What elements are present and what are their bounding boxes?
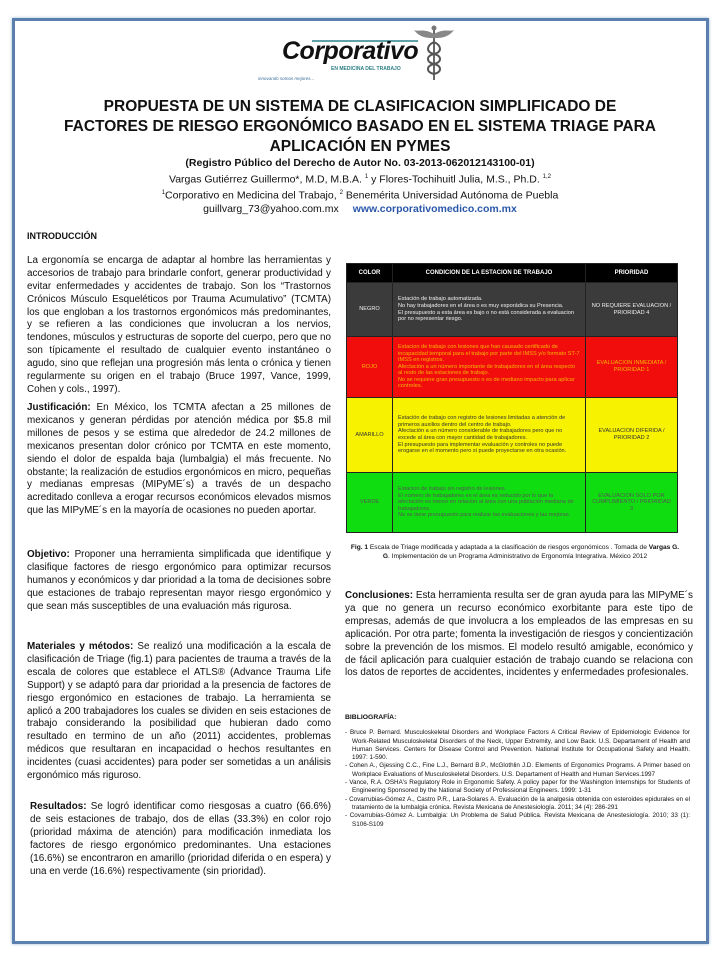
objetivo-section bbox=[27, 549, 331, 614]
list-item: - Cohen A., Gjessing C.C., Fine L.J., Bernard B.P., McGlothlin J.D. Elements of Ergonomics Programs. A Primer based on Workplace Evaluations of Musculoskeletal Disorders. U.S. Departament of Health and Human Services.1997 bbox=[345, 762, 690, 778]
poster-meta bbox=[30, 157, 690, 216]
list-item: - Vance, R.A. OSHA's Regulatory Role in Ergonomic Safety. A policy paper for the Washington Internships for Students of Engineering Sponsored by the National Society of Professional Engineers. 1999: 1-31 bbox=[345, 779, 690, 795]
cell-priority: EVALUACION DIFERIDA / PRIORIDAD 2 bbox=[586, 398, 678, 473]
affiliation-1: Corporativo en Medicina del Trabajo, bbox=[165, 189, 337, 201]
list-item: - Bruce P. Bernard. Musculoskeletal Disorders and Workplace Factors A Critical Review of Epidemiologic Evidence for Work-Related Musculoskeletal Disorders of the Neck, Upper Extremity, and Low Back. U.S. Departament of Health and Human Services. Centers for Disease Control and Prevention. National Institute for Occupational Safety and Health. 1997: 1-590. bbox=[345, 729, 690, 762]
justificacion-label: Justificación: bbox=[27, 402, 91, 413]
intro-heading: INTRODUCCIÓN bbox=[27, 231, 97, 241]
authors bbox=[30, 171, 690, 187]
objetivo-text: Proponer una herramienta simplificada que identifique y clasifique factores de riesgo ergonómico para optimizar recursos humanos y económicos y dar prioridad a la toma de decisiones sobre que estaciones de trabajo representan mayor riesgo ergonómico y que sean más susceptibles de una evaluación más rigurosa. bbox=[27, 549, 331, 612]
table-header bbox=[347, 264, 678, 283]
triage-table bbox=[346, 263, 678, 533]
cell-priority: EVALUACION INMEDIATA / PRIORIDAD 1 bbox=[586, 337, 678, 398]
sup: 2 bbox=[339, 189, 343, 196]
cell-priority: NO REQUIERE EVALUACION / PRIORIDAD 4 bbox=[586, 283, 678, 337]
caption-text: Escala de Triage modificada y adaptada a la clasificación de riesgos ergonómicos . Tomada de bbox=[368, 544, 649, 551]
justificacion-text: En México, los TCMTA afectan a 25 millones de mexicanos y generan pérdidas por atención médica por $5.8 mil millones de pesos y se estima que alrededor de 24.2 millones de mexicanos presentan dolor crónico por TCMTA en este momento, siendo el dolor de espalda baja (lumbalgia) el más frecuente. No obstante; la realización de estudios ergonómicos en micro, pequeñas y medianas empresas (MIPyME´s) a través de un despacho acreditado conlleva a erogar recursos económicos elevados mismos que las MIPyME´s en la mayoría de ocasiones no pueden aportar. bbox=[27, 402, 331, 517]
bibliografia-heading: BIBLIOGRAFÍA: bbox=[345, 714, 397, 721]
table-row-amarillo bbox=[347, 398, 678, 473]
sup: 1 bbox=[364, 173, 369, 180]
affiliation-2: Benemérita Universidad Autónoma de Puebla bbox=[345, 189, 559, 201]
conclusiones-label: Conclusiones: bbox=[345, 590, 414, 601]
table-row-rojo bbox=[347, 337, 678, 398]
cell-condition: Estacion de trabajo sin registro de lesiones. El número de trabajadores en el área es reducido por lo que la afectación es menor en relacion al área con una población mediana de trabajadores. No se tiene presupuesto para realizar las evaluaciones y las mejoras. bbox=[393, 473, 586, 533]
list-item: - Covarrubias-Gómez A., Castro P.R., Lara-Solares A. Evaluación de la analgesia obtenida con esteroides epidurales en el tratamiento de la lumbalgia crónica. Revista Mexicana de Anestesiología. 2011; 34 (4): 286-291 bbox=[345, 795, 690, 811]
sup: 1 bbox=[161, 189, 166, 196]
poster-title bbox=[30, 97, 690, 157]
header-color: COLOR bbox=[347, 264, 393, 283]
bibliografia-section bbox=[345, 714, 690, 829]
intro-section bbox=[27, 230, 331, 397]
table-row-negro bbox=[347, 283, 678, 337]
title-line: PROPUESTA DE UN SISTEMA DE CLASIFICACION SIMPLIFICADO DE bbox=[103, 98, 617, 115]
cell-color: ROJO bbox=[347, 337, 393, 398]
justificacion-section bbox=[27, 402, 331, 518]
cell-condition: Estación de trabajo automatizada. No hay trabajadores en el área o es muy esporádica su Presencia. El presupuesto a esta área es bajo o no está considerada a evaluacion por no representar riesgo. bbox=[393, 283, 586, 337]
materiales-text: Se realizó una modificación a la escala de clasificación de Triage (fig.1) para pacientes de trauma a través de la escala de colores que establece el ATLS® (Advance Trauma Life Support) y se adaptó para dar prioridad a la presencia de factores de riesgo ergonómico en estaciones de trabajo. La herramienta se aplicó a 200 trabajadores los cuales se dividen en seis estaciones de trabajo considerando la posibilidad que hubieran dado como resultado en termino de un año (2011) accidentes, problemas médicos que resultaran en incapacidad o hechos resultantes en incidentes (cuasi accidentes) para poder ser sometidas a un análisis ergonómico más riguroso. bbox=[27, 641, 331, 782]
registration: (Registro Público del Derecho de Autor No. 03-2013-062012143100-01) bbox=[185, 157, 535, 169]
website-link[interactable]: www.corporativomedico.com.mx bbox=[352, 202, 517, 215]
title-line: APLICACIÓN EN PYMES bbox=[269, 138, 451, 155]
materiales-label: Materiales y métodos: bbox=[27, 641, 134, 652]
objetivo-label: Objetivo: bbox=[27, 549, 70, 560]
resultados-text: Se logró identificar como riesgosas a cuatro (66.6%) de seis estaciones de trabajo, dos de ellas (33.3%) en color rojo (prioridad máxima de atención) para modificación inmediata los factores de riesgo ergonómico predominantes. Una estaciones (16.6%) se encontraron en amarillo (prioridad diferida o en espera) y una en verde (16.6%) respectivamente (sin prioridad). bbox=[30, 801, 331, 877]
materiales-section bbox=[27, 641, 331, 783]
affiliations bbox=[30, 187, 690, 203]
title-line: FACTORES DE RIESGO ERGONÓMICO BASADO EN EL SISTEMA TRIAGE PARA bbox=[64, 118, 656, 135]
bibliografia-list bbox=[345, 729, 690, 829]
header-condition: CONDICION DE LA ESTACION DE TRABAJO bbox=[393, 264, 586, 283]
list-item: - Covarrubias-Gómez A. Lumbalgia: Un Problema de Salud Pública. Revista Mexicana de Anestesiología. 2010; 33 (1): S106-S109 bbox=[345, 812, 690, 828]
caption-fig: Fig. 1 bbox=[350, 544, 369, 551]
sup: 1,2 bbox=[542, 173, 552, 180]
corporativo-logo bbox=[258, 24, 446, 84]
resultados-section bbox=[30, 801, 331, 878]
caption-text: . Implementación de un Programa Administrativo de Ergonomía Integrativa. México 2012 bbox=[388, 553, 648, 560]
cell-priority: EVALUACION SOLO POR CUMPLIMIENTO / PRIORIDAD 3 bbox=[586, 473, 678, 533]
figure-caption bbox=[350, 543, 680, 561]
caduceus-icon bbox=[414, 24, 454, 82]
author-1: Vargas Gutiérrez Guillermo*, M.D, M.B.A. bbox=[168, 173, 362, 185]
intro-text: La ergonomía se encarga de adaptar al hombre las herramientas y accesorios de trabajo para brindarle confort, generar productividad y evitar enfermedades y accidentes de trabajo. Son los “Trastornos Crónicos Músculo Esqueléticos por Trauma Acumulativo” (TCMTA) los que engloban a los trastornos ergonómicos más predominantes, y se refieren a las condiciones que involucran a los nervios, tendones, músculos y estructuras de soporte del cuerpo, pero que no son típicamente el resultado de cualquier evento instantáneo o agudo, sino que reflejan una progresión más lenta o crónica y tienen regularmente su origen en el trabajo (Bruce 1997, Vance, 1999, Cohen y cols., 1997). bbox=[27, 254, 331, 395]
email-link[interactable]: guillvarg_73@yahoo.com.mx bbox=[203, 202, 339, 215]
header-priority: PRIORIDAD bbox=[586, 264, 678, 283]
cell-condition: Estación de trabajo con registro de lesiones limitadas a atención de primeros auxilios dentro del centro de trabajo. Afectación a un número considerable de trabajadores pero que no excede al área con mayor cantidad de trabajadores. El presupuesto para implementar evaluación y controles no puede erogarse en el momento pero si puede proyectarse en otra ocasión. bbox=[393, 398, 586, 473]
cell-color: AMARILLO bbox=[347, 398, 393, 473]
resultados-label: Resultados: bbox=[30, 801, 87, 812]
conclusiones-section bbox=[345, 590, 693, 680]
conclusiones-text: Esta herramienta resulta ser de gran ayuda para las MIPyME´s ya que no genera un recurso económico exorbitante para este tipo de empresas, además de que involucra a los empleados de las empresas en su aplicación. Por otra parte; fomenta la investigación de riesgos y concientización sobre la prevención de los mismos. El modelo resultó amigable, económico y de fácil aplicación para cualquier estación de trabajo cuando se relaciona con los datos de reportes de accidentes, incidentes y enfermedades profesionales. bbox=[345, 590, 693, 679]
logo-subtitle: EN MEDICINA DEL TRABAJO bbox=[331, 66, 401, 72]
caption-author: Vargas G. G bbox=[382, 544, 680, 560]
cell-color: VERDE bbox=[347, 473, 393, 533]
cell-color: NEGRO bbox=[347, 283, 393, 337]
table-row-verde bbox=[347, 473, 678, 533]
cell-condition: Estacion de trabajo con lesiones que han causado certificado de incapacidad temporal para el trabajo por parte del IMSS y/o formato ST-7 IMSS en registros. Afectación a un número importante de trabajadores en el área respecto al resto de las estaciones de trabajo. No se requiere gran presupuesto o es de mediano impacto para aplicar controles. bbox=[393, 337, 586, 398]
logo-name: Corporativo bbox=[282, 37, 419, 65]
author-2: y Flores-Tochihuitl Julia, M.S., Ph.D. bbox=[371, 173, 540, 185]
logo-tagline: innovando somos mejores... bbox=[258, 76, 315, 81]
